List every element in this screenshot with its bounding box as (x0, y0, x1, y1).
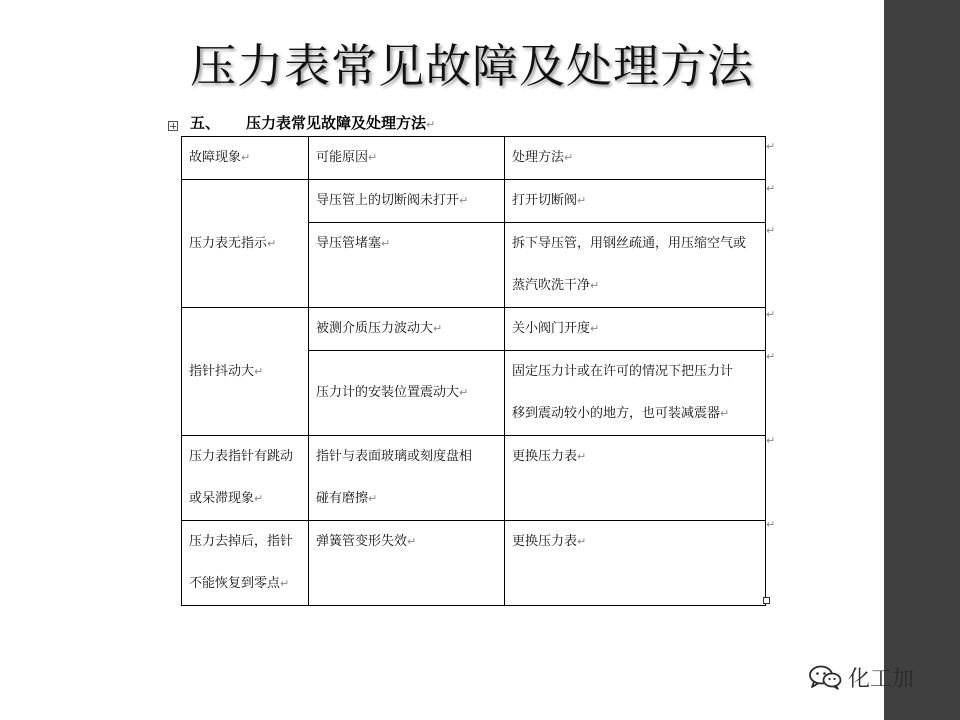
header-cell: 故障现象↵ (182, 137, 309, 180)
fault-table (181, 136, 766, 606)
header-cell: 可能原因↵ (309, 137, 505, 180)
cause-cell: 被测介质压力波动大↵ (309, 308, 505, 351)
cause-cell: 指针与表面玻璃或刻度盘相 碰有磨擦↵ (309, 436, 505, 521)
cause-cell: 导压管堵塞↵ (309, 223, 505, 308)
section-heading (190, 112, 435, 134)
watermark (808, 660, 914, 694)
cause-cell: 导压管上的切断阀未打开↵ (309, 180, 505, 223)
slide-title: 压力表常见故障及处理方法 (190, 39, 754, 93)
remedy-cell: 打开切断阀↵ (505, 180, 766, 223)
cause-cell: 弹簧管变形失效↵ (309, 521, 505, 606)
row-end-mark: ↵ (766, 308, 776, 321)
row-end-mark: ↵ (766, 224, 776, 237)
table-row (182, 180, 766, 223)
remedy-cell: 固定压力计或在许可的情况下把压力计 移到震动较小的地方，也可装减震器↵ (505, 351, 766, 436)
remedy-cell: 拆下导压管，用钢丝疏通，用压缩空气或 蒸汽吹洗干净↵ (505, 223, 766, 308)
paragraph-mark: ↵ (426, 118, 436, 131)
symptom-cell: 指针抖动大↵ (182, 308, 309, 436)
wechat-icon (808, 664, 842, 690)
table-row (182, 521, 766, 606)
watermark-label: 化工加 (848, 666, 915, 692)
row-end-mark: ↵ (766, 350, 776, 363)
symptom-cell: 压力去掉后，指针 不能恢复到零点↵ (182, 521, 309, 606)
remedy-cell: 关小阀门开度↵ (505, 308, 766, 351)
row-end-mark: ↵ (766, 434, 776, 447)
section-title: 压力表常见故障及处理方法 (246, 114, 427, 132)
table-move-handle-icon[interactable] (168, 121, 178, 131)
symptom-cell: 压力表指针有跳动 或呆滞现象↵ (182, 436, 309, 521)
section-number: 五、 (190, 114, 221, 132)
row-end-mark: ↵ (766, 140, 776, 153)
remedy-cell: 更换压力表↵ (505, 521, 766, 606)
cause-cell: 压力计的安装位置震动大↵ (309, 351, 505, 436)
remedy-cell: 更换压力表↵ (505, 436, 766, 521)
header-cell: 处理方法↵ (505, 137, 766, 180)
table-row (182, 308, 766, 351)
row-end-mark: ↵ (766, 182, 776, 195)
row-end-mark: ↵ (766, 518, 776, 531)
table-header-row (182, 137, 766, 180)
table-resize-handle[interactable] (763, 597, 770, 604)
table-row (182, 436, 766, 521)
symptom-cell: 压力表无指示↵ (182, 180, 309, 308)
slide-side-bar (884, 0, 960, 720)
